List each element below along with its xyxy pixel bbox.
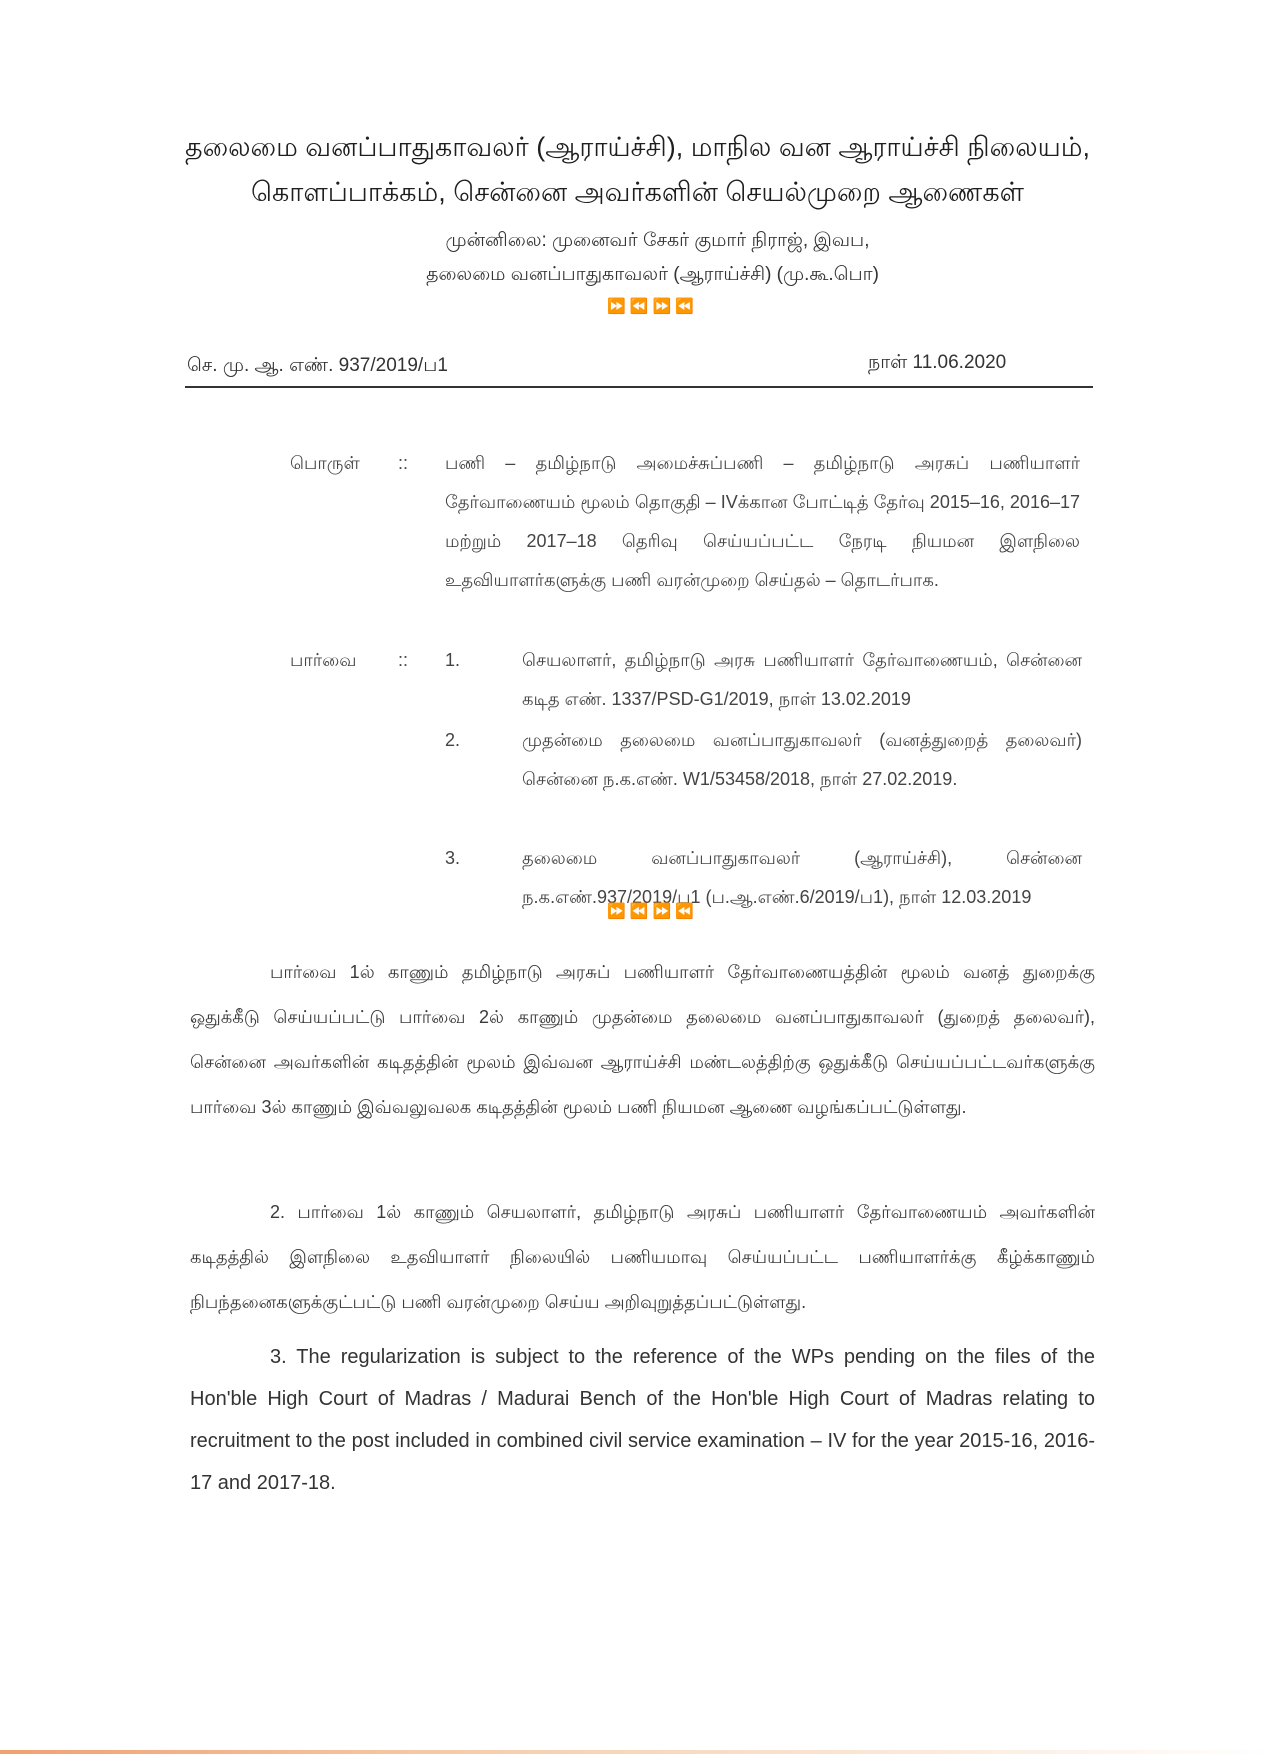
order-date: நாள் 11.06.2020 [868,352,1007,373]
reference-text: செயலாளர், தமிழ்நாடு அரசு பணியாளர் தேர்வாணையம், சென்னை கடித எண். 1337/PSD-G1/2019, நாள் 13.02.2019 [522,650,1082,709]
paragraph-1: பார்வை 1ல் காணும் தமிழ்நாடு அரசுப் பணியாளர் தேர்வாணையத்தின் மூலம் வனத் துறைக்கு ஒதுக்கீடு செய்யப்பட்டு பார்வை 2ல் காணும் முதன்மை தலைமை வனப்பாதுகாவலர் (துறைத் தலைவர்), சென்னை அவர்களின் கடிதத்தின் மூலம் இவ்வன ஆராய்ச்சி மண்டலத்திற்கு ஒதுக்கீடு செய்யப்பட்டவர்களுக்கு பார்வை 3ல் காணும் இவ்வலுவலக கடிதத்தின் மூலம் பணி நியமன ஆணை வழங்கப்பட்டுள்ளது. [190,962,1095,1117]
presence-line2: தலைமை வனப்பாதுகாவலர் (ஆராய்ச்சி) (மு.கூ.பொ) [426,264,879,285]
paragraph-3: 3. The regularization is subject to the reference of the WPs pending on the files of the Hon'ble High Court of Madras / Madurai Bench of the Hon'ble High Court of Madras relating to recruitment to the post included in combined civil service examination – IV for the year 2015-16, 2016-17 and 2017-18. [190,1346,1095,1494]
subject-text: பணி – தமிழ்நாடு அமைச்சுப்பணி – தமிழ்நாடு அரசுப் பணியாளர் தேர்வாணையம் மூலம் தொகுதி – IVக்கான போட்டித் தேர்வு 2015–16, 2016–17 மற்றும் 2017–18 தெரிவு செய்யப்பட்ட நேரடி நியமன இளநிலை உதவியாளர்களுக்கு பணி வரன்முறை செய்தல் – தொடர்பாக. [445,453,1080,590]
references-label: பார்வை [290,650,357,670]
reference-text: முதன்மை தலைமை வனப்பாதுகாவலர் (வனத்துறைத் தலைவர்) சென்னை ந.க.எண். W1/53458/2018, நாள் 27.02.2019. [522,730,1082,789]
proceedings-number: செ. மு. ஆ. எண். 937/2019/ப1 [187,355,448,376]
document-title-line2: கொளப்பாக்கம், சென்னை அவர்களின் செயல்முறை ஆணைகள் [250,177,1025,207]
subject-separator: :: [398,453,409,473]
reference-text: தலைமை வனப்பாதுகாவலர் (ஆராய்ச்சி), சென்னை ந.க.எண்.937/2019/ப1 (ப.ஆ.எண்.6/2019/ப1), நாள் 12.03.2019 [522,848,1082,907]
subject-label: பொருள் [290,453,360,473]
references-separator: :: [398,650,409,670]
reference-number: 1. [445,650,461,670]
ornament-divider: ⏩⏪⏩⏪ [607,298,698,315]
paragraph-2: 2. பார்வை 1ல் காணும் செயலாளர், தமிழ்நாடு அரசுப் பணியாளர் தேர்வாணையம் அவர்களின் கடிதத்தில் இளநிலை உதவியாளர் நிலையில் பணியமாவு செய்யப்பட்ட பணியாளர்க்கு கீழ்க்காணும் நிபந்தனைகளுக்குட்பட்டு பணி வரன்முறை செய்ய அறிவுறுத்தப்பட்டுள்ளது. [190,1202,1095,1312]
document-title-line1: தலைமை வனப்பாதுகாவலர் (ஆராய்ச்சி), மாநில வன ஆராய்ச்சி நிலையம், [184,132,1090,162]
header-rule [185,386,1093,388]
references-list [445,641,1085,919]
ornament-divider: ⏩⏪⏩⏪ [607,903,698,920]
reference-item [445,641,1085,721]
reference-number: 3. [445,848,461,868]
scan-edge [0,1750,1275,1754]
presence-line1: முன்னிலை: முனைவர் சேகர் குமார் நிராஜ், இவப, [445,230,870,251]
reference-number: 2. [445,730,461,750]
reference-item [445,721,1085,839]
